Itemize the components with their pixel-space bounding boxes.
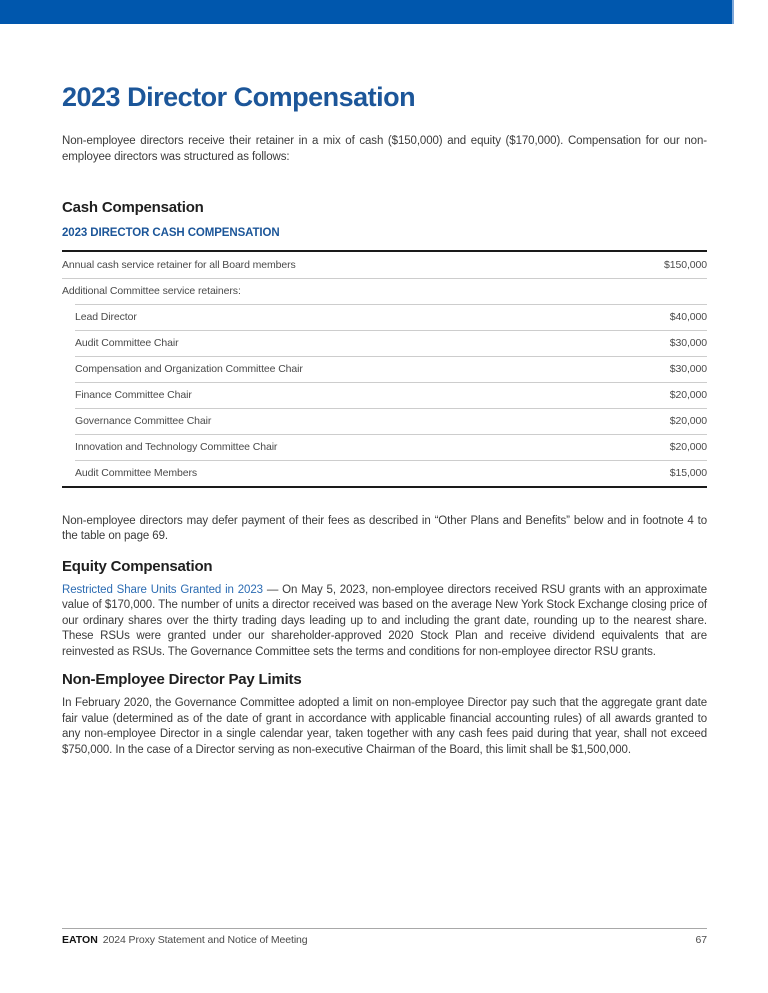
page-footer: [62, 928, 707, 946]
table-row: [75, 460, 707, 486]
page-content: [62, 24, 707, 758]
table-row-value: $40,000: [669, 311, 707, 323]
cash-compensation-heading: Cash Compensation: [62, 199, 204, 216]
table-row-value: $150,000: [664, 258, 707, 271]
cash-compensation-table-title: 2023 DIRECTOR CASH COMPENSATION: [62, 227, 280, 239]
table-row: [62, 278, 707, 304]
table-row: [75, 356, 707, 382]
table-row-value: $30,000: [669, 363, 707, 375]
table-row-value: $20,000: [669, 415, 707, 427]
equity-compensation-paragraph: [62, 583, 707, 661]
table-row-label: Finance Committee Chair: [75, 389, 192, 401]
intro-paragraph: Non-employee directors receive their retainer in a mix of cash ($150,000) and equity ($170,000). Compensation for our non-employee directors was structured as follows:: [62, 135, 707, 163]
rsu-lead-in-link[interactable]: Restricted Share Units Granted in 2023: [62, 583, 263, 596]
equity-compensation-body-text: — On May 5, 2023, non-employee directors received RSU grants with an approximate value of $170,000. The number of units a director received was based on the average New York Stock Exchange closing price of our ordinary shares over the thirty trading days leading up to and including the grant date, rounding up to the nearest share. These RSUs were granted under our shareholder-approved 2020 Stock Plan and receive dividend equivalents that are reinvested as RSUs. The Governance Committee sets the terms and conditions for non-employee director RSU grants.: [62, 583, 707, 658]
deferral-note-paragraph: Non-employee directors may defer payment of their fees as described in “Other Plans and Benefits” below and in footnote 4 to the table on page 69.: [62, 514, 707, 542]
table-row-value: $15,000: [669, 467, 707, 479]
table-row-label: Annual cash service retainer for all Board members: [62, 258, 296, 271]
cash-compensation-table: [62, 250, 707, 488]
table-row: [75, 434, 707, 460]
pay-limits-heading: Non-Employee Director Pay Limits: [62, 671, 302, 688]
page-title: 2023 Director Compensation: [62, 82, 416, 112]
table-row-label: Governance Committee Chair: [75, 415, 212, 427]
table-row-label: Lead Director: [75, 311, 137, 323]
footer-publication-title: 2024 Proxy Statement and Notice of Meeting: [102, 934, 308, 946]
pay-limits-paragraph: In February 2020, the Governance Committee adopted a limit on non-employee Director pay such that the aggregate grant date fair value (determined as of the date of grant in accordance with applicable financial accounting rules) of all awards granted to any non-employee Director in a single calendar year, taken together with any cash fees paid during that year, shall not exceed $750,000. In the case of a Director serving as non-executive Chairman of the Board, this limit shall be $1,500,000.: [62, 697, 707, 756]
table-row-label: Audit Committee Chair: [75, 337, 179, 349]
table-row-label: Innovation and Technology Committee Chair: [75, 441, 278, 453]
table-row: [75, 408, 707, 434]
equity-compensation-heading: Equity Compensation: [62, 557, 213, 575]
top-accent-bar: [0, 0, 734, 24]
table-row: [75, 304, 707, 330]
table-row: [75, 382, 707, 408]
page-number: 67: [695, 934, 707, 946]
brand-logo-text: EATON: [62, 934, 98, 946]
table-row-value: $20,000: [669, 441, 707, 453]
footer-publication: [62, 934, 308, 946]
table-row-value: $20,000: [669, 389, 707, 401]
table-row: [75, 330, 707, 356]
table-row-label: Compensation and Organization Committee Chair: [75, 363, 303, 375]
table-row-label: Audit Committee Members: [75, 467, 197, 479]
table-row-label: Additional Committee service retainers:: [62, 285, 241, 297]
table-row: [62, 252, 707, 278]
table-row-value: $30,000: [669, 337, 707, 349]
